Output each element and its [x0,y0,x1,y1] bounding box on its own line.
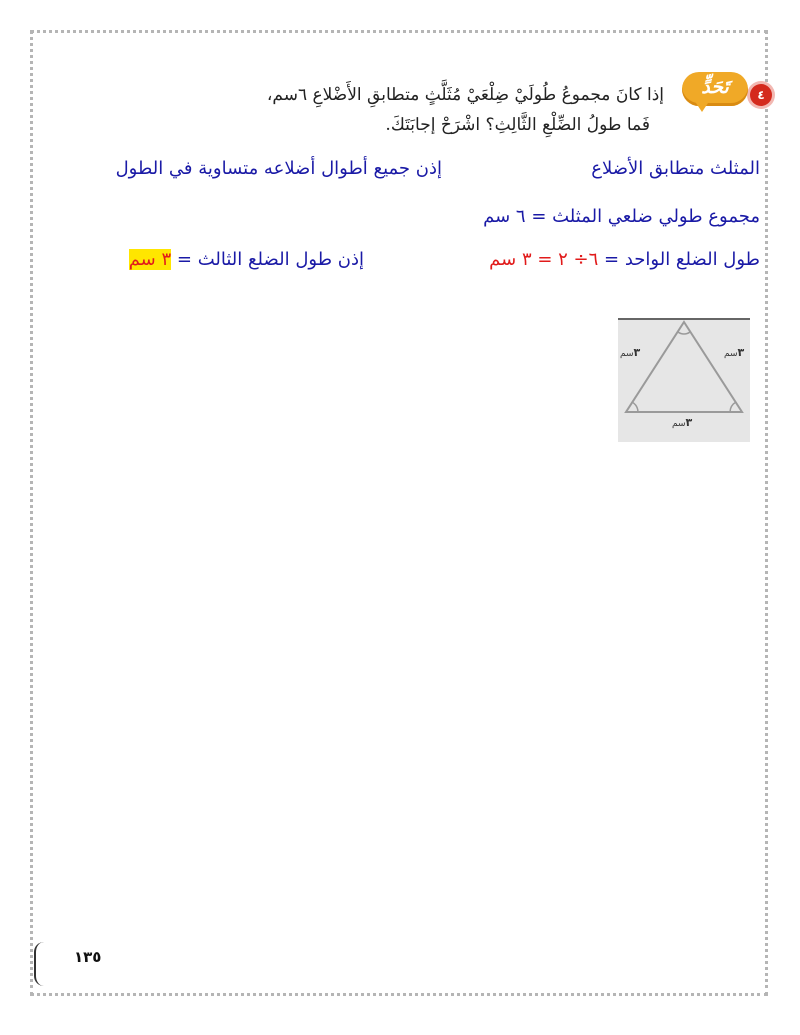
question-line-2: فَما طولُ الضِّلْعِ الثَّالِثِ؟ اشْرَحْ إجابَتَكَ. [385,115,650,135]
answer-row-3-right [129,249,364,270]
right-side-label: ٣سم [724,346,745,359]
angle-mark-top [678,332,690,334]
answer-row-1-a: المثلث متطابق الأضلاع [591,158,760,179]
page-bracket [34,942,44,986]
challenge-label: تَحَدٍّ [701,76,729,98]
left-side-label: ٣سم [620,346,641,359]
challenge-badge [682,72,748,114]
question-line-1: إذا كانَ مجموعُ طُولَيْ ضِلْعَيْ مُثَلَّثٍ متطابقِ الأَضْلاعِ ٦سم، [266,85,664,105]
triangle-figure [618,318,750,442]
answer-row-1 [591,158,760,179]
angle-mark-left [632,402,638,412]
answer-row-2-text: مجموع طولي ضلعي المثلث = ٦ سم [483,206,760,227]
answer-row-3 [489,249,760,270]
answer-highlight: ٣ سم [128,249,172,270]
question-number-badge: ٤ [750,84,772,106]
equilateral-triangle [626,322,745,412]
answer-row-2 [483,206,760,227]
answer-row-1b [116,158,442,179]
answer-row-3-a: طول الضلع الواحد = [604,249,760,270]
answer-row-3-b: ٦÷ ٢ = ٣ سم [489,249,599,270]
page-number: ١٣٥ [74,948,102,966]
question-text [104,80,664,140]
answer-row-3-c: إذن طول الضلع الثالث = [176,249,364,270]
answer-row-1-b: إذن جميع أطوال أضلاعه متساوية في الطول [115,158,442,179]
bottom-side-label: ٣سم [672,416,693,429]
angle-mark-right [730,402,736,412]
